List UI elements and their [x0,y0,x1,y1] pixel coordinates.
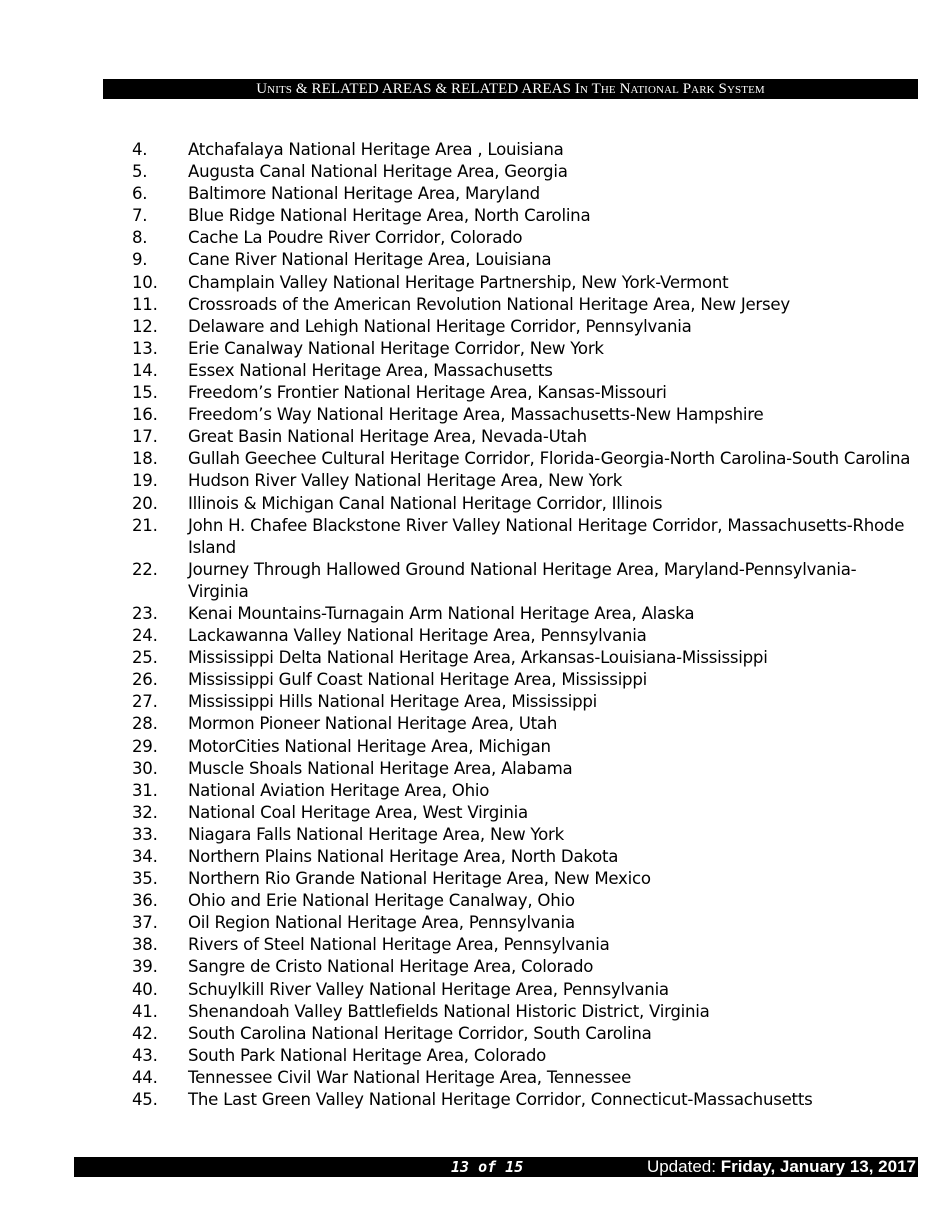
list-item [132,736,912,758]
list-item [132,205,912,227]
list-item-number: 33. [132,824,158,844]
list-item-number: 39. [132,957,158,977]
list-item-number: 26. [132,670,158,690]
list-item [132,227,912,249]
list-item [132,470,912,492]
list-item [132,979,912,1001]
list-item-number: 32. [132,802,158,822]
list-item-number: 22. [132,559,158,579]
list-item [132,824,912,846]
heritage-area-list [132,139,912,1111]
list-item-number: 35. [132,869,158,889]
list-item-text: Shenandoah Valley Battlefields National Historic District, Virginia [188,1001,710,1021]
list-item-number: 30. [132,758,158,778]
list-item-number: 31. [132,780,158,800]
list-item-number: 10. [132,272,158,292]
list-item-text: Northern Rio Grande National Heritage Area, New Mexico [188,869,651,889]
list-item-number: 34. [132,847,158,866]
list-item-text: Tennessee Civil War National Heritage Area, Tennessee [188,1067,632,1087]
list-item-text: Illinois & Michigan Canal National Heritage Corridor, Illinois [188,493,663,513]
list-item [132,868,912,890]
list-item-text: Kenai Mountains-Turnagain Arm National Heritage Area, Alaska [188,603,695,623]
list-item [132,272,912,294]
list-item-text: Champlain Valley National Heritage Partnership, New York-Vermont [188,272,729,292]
list-item-number: 29. [132,736,158,756]
list-item-text: Erie Canalway National Heritage Corridor, New York [188,338,604,358]
header-title-park-system: In The National Park System [574,80,765,97]
list-item-text: Baltimore National Heritage Area, Maryland [188,184,540,204]
list-item-text: Cane River National Heritage Area, Louisiana [188,250,552,270]
list-item [132,956,912,978]
list-item-number: 44. [132,1067,158,1087]
list-item-text: Augusta Canal National Heritage Area, Georgia [188,162,568,182]
header-title-units: Units [256,80,292,97]
list-item-number: 21. [132,515,158,535]
list-item [132,249,912,271]
list-item-number: 17. [132,427,158,447]
list-item-text: Delaware and Lehigh National Heritage Corridor, Pennsylvania [188,316,692,336]
list-item [132,603,912,625]
list-item [132,1023,912,1045]
updated-date: Friday, January 13, 2017 [720,1157,916,1176]
list-item-number: 4. [132,140,148,159]
list-item-text: Mississippi Gulf Coast National Heritage Area, Mississippi [188,670,647,690]
page-header [103,79,918,99]
list-item [132,1067,912,1089]
list-item-text: Blue Ridge National Heritage Area, North Carolina [188,206,591,226]
list-item [132,448,912,470]
list-item-number: 20. [132,493,158,513]
list-item-text: Oil Region National Heritage Area, Pennsylvania [188,913,575,933]
list-item-text: Crossroads of the American Revolution National Heritage Area, New Jersey [188,294,790,314]
list-item-text: Freedom’s Frontier National Heritage Area, Kansas-Missouri [188,383,667,403]
list-item-number: 23. [132,603,158,623]
list-item-text: Great Basin National Heritage Area, Nevada-Utah [188,427,587,447]
list-item-text: Journey Through Hallowed Ground National Heritage Area, Maryland-Pennsylvania-Virginia [188,559,857,601]
list-item-text: Gullah Geechee Cultural Heritage Corridor, Florida-Georgia-North Carolina-South Carolina [188,449,911,469]
list-item-number: 25. [132,648,158,668]
list-item-number: 19. [132,471,158,491]
list-item-text: Niagara Falls National Heritage Area, New York [188,824,564,844]
list-item-text: Muscle Shoals National Heritage Area, Alabama [188,758,573,778]
list-item-number: 12. [132,316,158,336]
list-item [132,338,912,360]
list-item [132,183,912,205]
list-item-text: Atchafalaya National Heritage Area , Louisiana [188,140,564,159]
list-item [132,780,912,802]
list-item-text: MotorCities National Heritage Area, Michigan [188,736,551,756]
list-item [132,669,912,691]
list-item [132,647,912,669]
list-item-number: 7. [132,206,148,226]
header-title-related-areas: & RELATED AREAS & RELATED AREAS [292,80,575,97]
list-item [132,360,912,382]
list-item-number: 38. [132,935,158,955]
list-item-text: Essex National Heritage Area, Massachusetts [188,360,553,380]
list-item-number: 28. [132,714,158,734]
list-item-number: 37. [132,913,158,933]
list-item [132,802,912,824]
list-item-number: 6. [132,184,148,204]
updated-stamp [647,1157,916,1177]
list-item-number: 43. [132,1045,158,1065]
list-item [132,1089,912,1111]
list-item-number: 36. [132,891,158,911]
list-item-number: 27. [132,692,158,712]
list-item-number: 45. [132,1090,158,1110]
list-item-text: Mississippi Delta National Heritage Area, Arkansas-Louisiana-Mississippi [188,648,768,668]
list-item-text: Cache La Poudre River Corridor, Colorado [188,228,523,248]
list-item-text: South Carolina National Heritage Corridor, South Carolina [188,1023,652,1043]
list-item-number: 8. [132,228,148,248]
list-item [132,493,912,515]
updated-label: Updated: [646,1157,721,1176]
list-item [132,912,912,934]
list-item [132,139,912,161]
list-item-number: 9. [132,250,148,270]
list-item [132,404,912,426]
list-item [132,515,912,559]
list-item [132,1045,912,1067]
list-item [132,161,912,183]
list-item-text: Schuylkill River Valley National Heritage Area, Pennsylvania [188,979,669,999]
list-item-text: Lackawanna Valley National Heritage Area, Pennsylvania [188,626,647,646]
page-footer [74,1157,918,1177]
list-item-number: 13. [132,338,158,358]
list-item-text: John H. Chafee Blackstone River Valley National Heritage Corridor, Massachusetts-Rhode Island [188,515,905,557]
list-item-text: South Park National Heritage Area, Colorado [188,1045,547,1065]
list-item [132,758,912,780]
list-item-number: 18. [132,449,158,469]
list-item [132,382,912,404]
list-item-text: Mormon Pioneer National Heritage Area, Utah [188,714,558,734]
list-item-text: Mississippi Hills National Heritage Area, Mississippi [188,692,598,712]
list-item [132,713,912,735]
list-item [132,559,912,603]
list-item-number: 15. [132,383,158,403]
list-item-number: 14. [132,360,158,380]
list-item-number: 16. [132,405,158,425]
list-item [132,890,912,912]
list-item [132,294,912,316]
list-item-text: Ohio and Erie National Heritage Canalway, Ohio [188,891,575,911]
list-item-number: 24. [132,626,158,646]
list-item [132,934,912,956]
list-item-text: Rivers of Steel National Heritage Area, Pennsylvania [188,935,610,955]
list-item-text: Northern Plains National Heritage Area, North Dakota [188,847,619,866]
list-item-text: National Aviation Heritage Area, Ohio [188,780,490,800]
list-item-number: 41. [132,1001,158,1021]
list-item [132,625,912,647]
list-item-text: The Last Green Valley National Heritage Corridor, Connecticut-Massachusetts [188,1090,813,1110]
page-number: 13 of 15 [451,1158,524,1176]
list-item-text: Sangre de Cristo National Heritage Area, Colorado [188,957,594,977]
list-item-text: Freedom’s Way National Heritage Area, Massachusetts-New Hampshire [188,405,764,425]
list-item [132,1001,912,1023]
list-item [132,691,912,713]
list-item-number: 40. [132,979,158,999]
list-item-text: National Coal Heritage Area, West Virginia [188,802,528,822]
list-item-number: 42. [132,1023,158,1043]
list-item [132,316,912,338]
list-item-number: 11. [132,294,158,314]
list-item [132,426,912,448]
list-item-text: Hudson River Valley National Heritage Area, New York [188,471,623,491]
list-item [132,846,912,868]
list-item-number: 5. [132,162,148,182]
